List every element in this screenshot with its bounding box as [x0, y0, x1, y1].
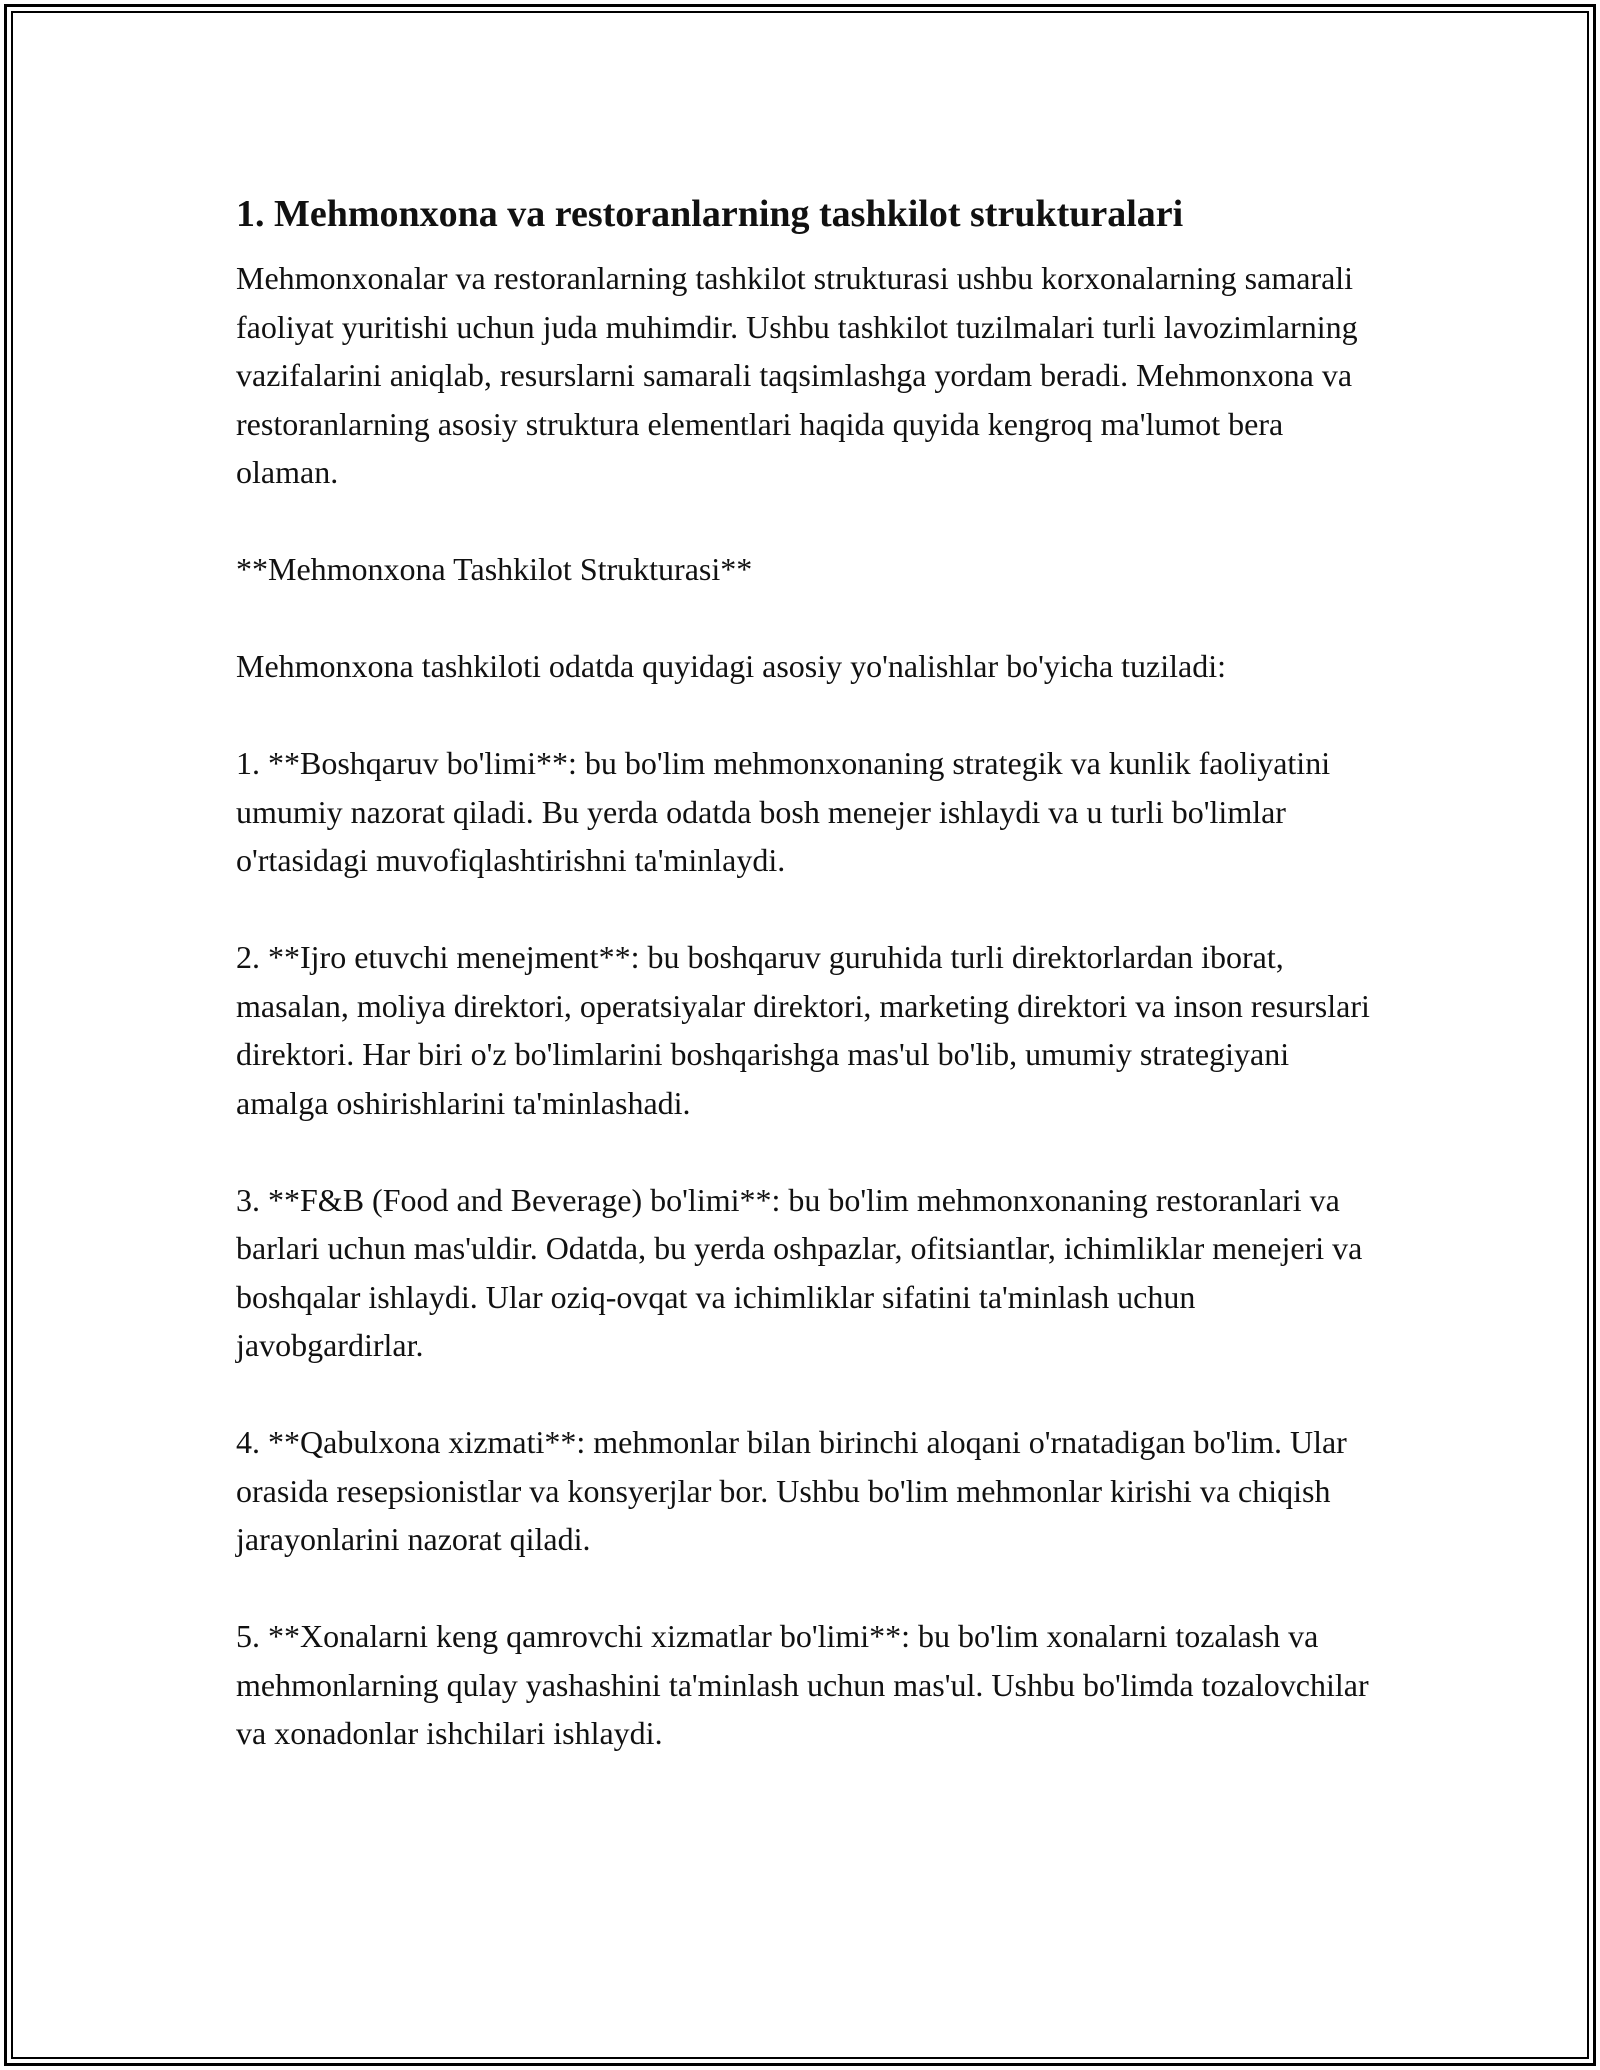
- list-item-qabulxona: 4. **Qabulxona xizmati**: mehmonlar bilan birinchi aloqani o'rnatadigan bo'lim. Ular orasida resepsionistlar va konsyerjlar bor. Ushbu bo'lim mehmonlar kirishi va chiqish jarayonlarini nazorat qiladi.: [236, 1424, 1347, 1557]
- section-heading: **Mehmonxona Tashkilot Strukturasi**: [236, 551, 753, 587]
- list-item-fb: 3. **F&B (Food and Beverage) bo'limi**: bu bo'lim mehmonxonaning restoranlari va barlari uchun mas'uldir. Odatda, bu yerda oshpazlar, ofitsiantlar, ichimliklar menejeri va boshqalar ishlaydi. Ular oziq-ovqat va ichimliklar sifatini ta'minlash uchun javobgardirlar.: [236, 1181, 1363, 1363]
- list-item-xonalar: 5. **Xonalarni keng qamrovchi xizmatlar bo'limi**: bu bo'lim xonalarni tozalash va mehmonlarning qulay yashashini ta'minlash uchun mas'ul. Ushbu bo'limda tozalovchilar va xonadonlar ishchilari ishlaydi.: [236, 1618, 1369, 1751]
- document-body: [236, 186, 1386, 1806]
- list-item-boshqaruv: 1. **Boshqaruv bo'limi**: bu bo'lim mehmonxonaning strategik va kunlik faoliyatini umumiy nazorat qiladi. Bu yerda odatda bosh menejer ishlaydi va u turli bo'limlar o'rtasidagi muvofiqlashtirishni ta'minlaydi.: [236, 745, 1331, 878]
- list-item-ijro-menejment: 2. **Ijro etuvchi menejment**: bu boshqaruv guruhida turli direktorlardan iborat, masalan, moliya direktori, operatsiyalar direktori, marketing direktori va inson resurslari direktori. Har biri o'z bo'limlarini boshqarishga mas'ul bo'lib, umumiy strategiyani amalga oshirishlarini ta'minlashadi.: [236, 939, 1370, 1121]
- section-intro-paragraph: Mehmonxona tashkiloti odatda quyidagi asosiy yo'nalishlar bo'yicha tuziladi:: [236, 648, 1227, 684]
- intro-paragraph: Mehmonxonalar va restoranlarning tashkilot strukturasi ushbu korxonalarning samarali faoliyat yuritishi uchun juda muhimdir. Ushbu tashkilot tuzilmalari turli lavozimlarning vazifalarini aniqlab, resurslarni samarali taqsimlashga yordam beradi. Mehmonxona va restoranlarning asosiy struktura elementlari haqida quyida kengroq ma'lumot bera olaman.: [236, 260, 1358, 490]
- page-title: 1. Mehmonxona va restoranlarning tashkilot strukturalari: [236, 193, 1184, 235]
